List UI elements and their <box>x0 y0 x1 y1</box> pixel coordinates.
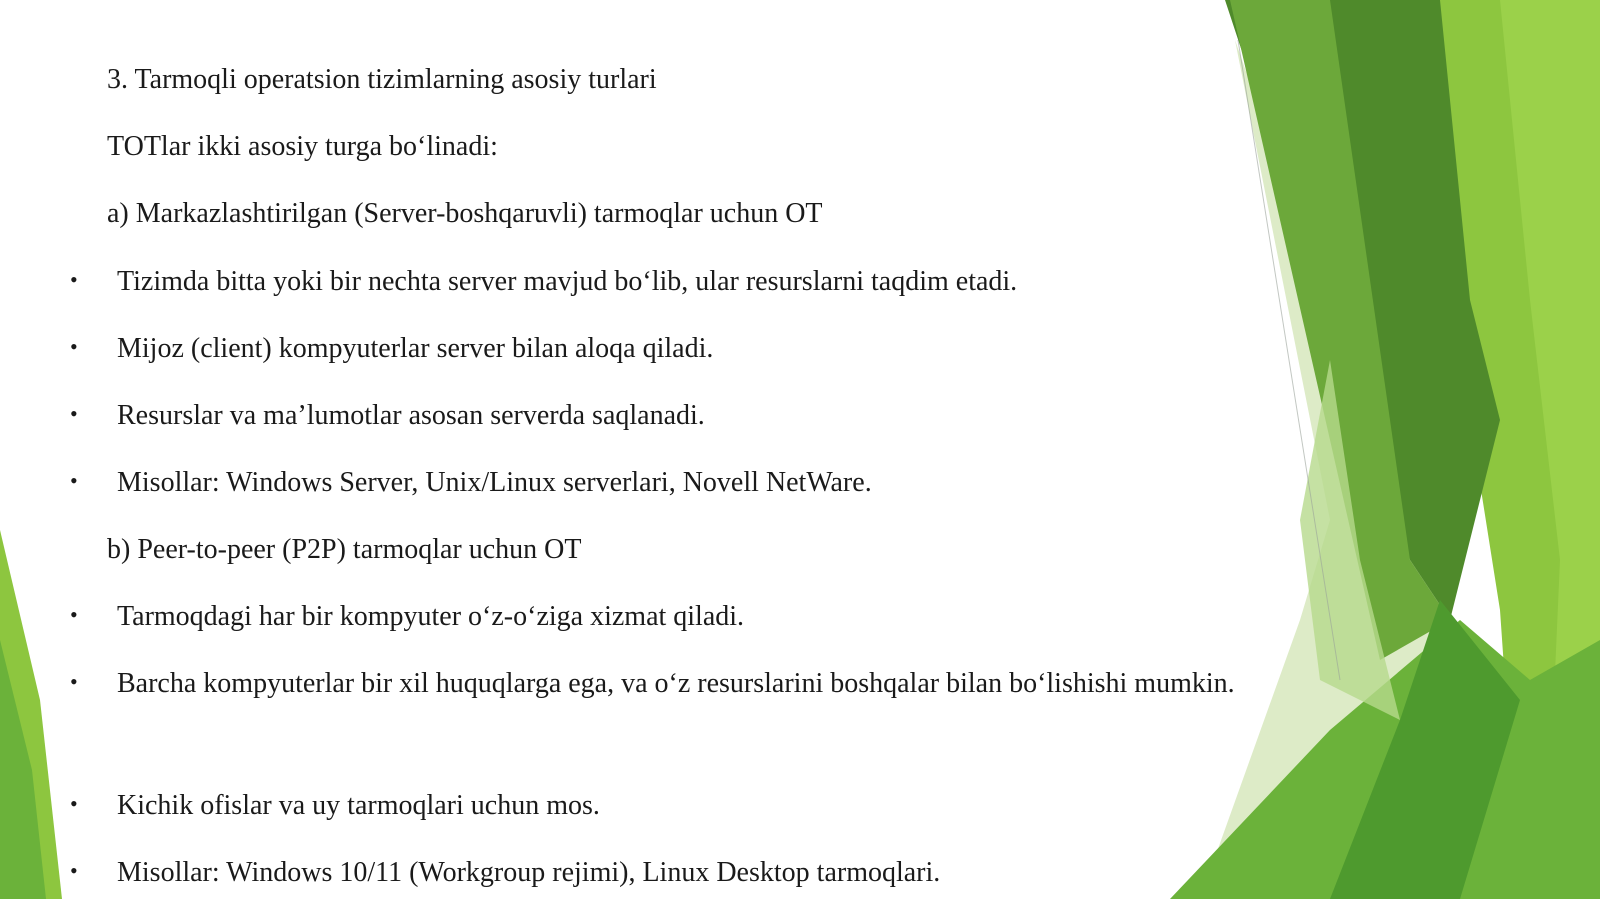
list-item-text: Kichik ofislar va uy tarmoqlari uchun mos. <box>117 790 600 821</box>
bullet-icon: • <box>70 858 78 883</box>
list-item-text: Barcha kompyuterlar bir xil huquqlarga ega, va o‘z resurslarini boshqalar bilan bo‘lishishi mumkin. <box>117 668 1235 699</box>
bullet-icon: • <box>70 791 78 816</box>
section-a-title: a) Markazlashtirilgan (Server-boshqaruvli) tarmoqlar uchun OT <box>107 198 823 229</box>
bullet-icon: • <box>70 602 78 627</box>
list-item-text: Tizimda bitta yoki bir nechta server mavjud bo‘lib, ular resurslarni taqdim etadi. <box>117 266 1018 297</box>
intro-text: TOTlar ikki asosiy turga bo‘linadi: <box>107 131 498 162</box>
list-item-text: Misollar: Windows 10/11 (Workgroup rejimi), Linux Desktop tarmoqlari. <box>117 857 941 888</box>
list-item-text: Resurslar va ma’lumotlar asosan serverda saqlanadi. <box>117 400 705 431</box>
bullet-icon: • <box>70 401 78 426</box>
section-b-title: b) Peer-to-peer (P2P) tarmoqlar uchun OT <box>107 534 582 565</box>
list-item-text: Mijoz (client) kompyuterlar server bilan aloqa qiladi. <box>117 333 714 364</box>
bullet-icon: • <box>70 334 78 359</box>
bullet-icon: • <box>70 468 78 493</box>
bullet-icon: • <box>70 267 78 292</box>
bullet-icon: • <box>70 669 78 694</box>
list-item-text: Misollar: Windows Server, Unix/Linux serverlari, Novell NetWare. <box>117 467 872 498</box>
slide-heading: 3. Tarmoqli operatsion tizimlarning asosiy turlari <box>107 64 657 95</box>
list-item-text: Tarmoqdagi har bir kompyuter o‘z-o‘ziga xizmat qiladi. <box>117 601 745 632</box>
